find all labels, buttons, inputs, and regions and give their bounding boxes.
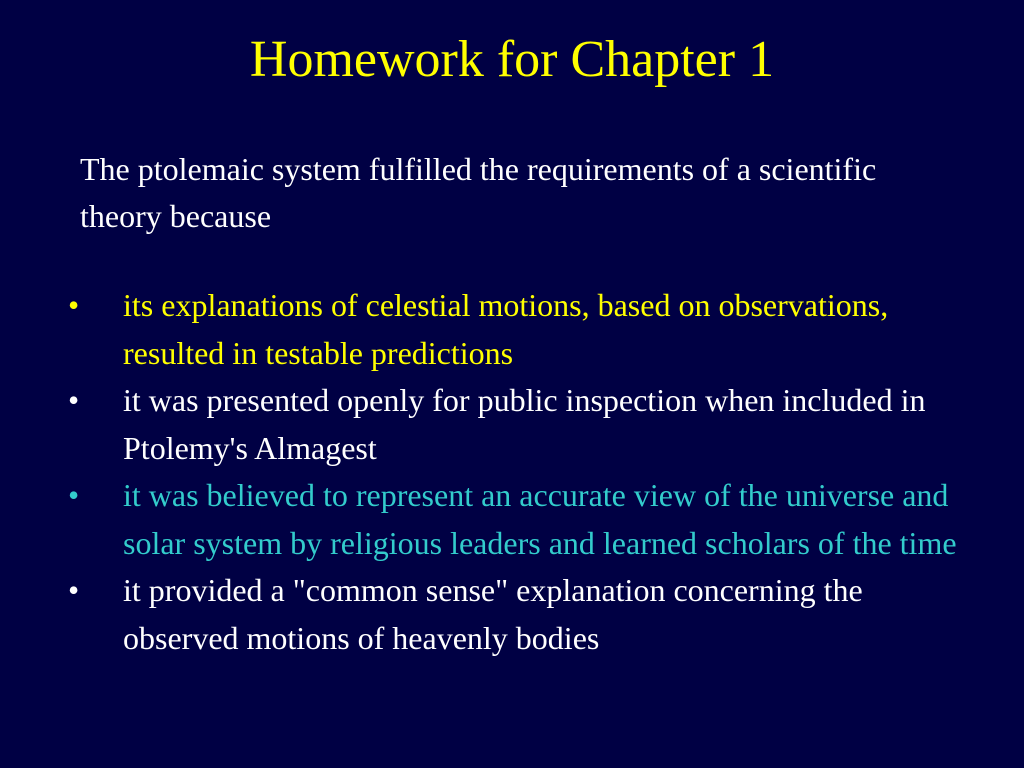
slide-title: Homework for Chapter 1 [249,31,775,88]
answer-item-2 [68,377,978,472]
answer-item-4 [68,567,978,662]
bullet-icon: • [68,477,80,513]
answer-list [68,282,978,662]
bullet-icon: • [68,382,80,418]
bullet-icon: • [68,287,80,323]
answer-item-3 [68,472,978,567]
answer-text-2: it was presented openly for public inspection when included in Ptolemy's Almagest [123,382,926,466]
intro-text: The ptolemaic system fulfilled the requirements of a scientific theory because [80,151,877,234]
bullet-icon: • [68,572,80,608]
answer-text-3: it was believed to represent an accurate view of the universe and solar system by religious leaders and learned scholars of the time [123,477,957,561]
answer-text-4: it provided a "common sense" explanation concerning the observed motions of heavenly bodies [123,572,863,656]
answer-item-1 [68,282,978,377]
answer-text-1: its explanations of celestial motions, based on observations, resulted in testable predictions [123,287,889,371]
